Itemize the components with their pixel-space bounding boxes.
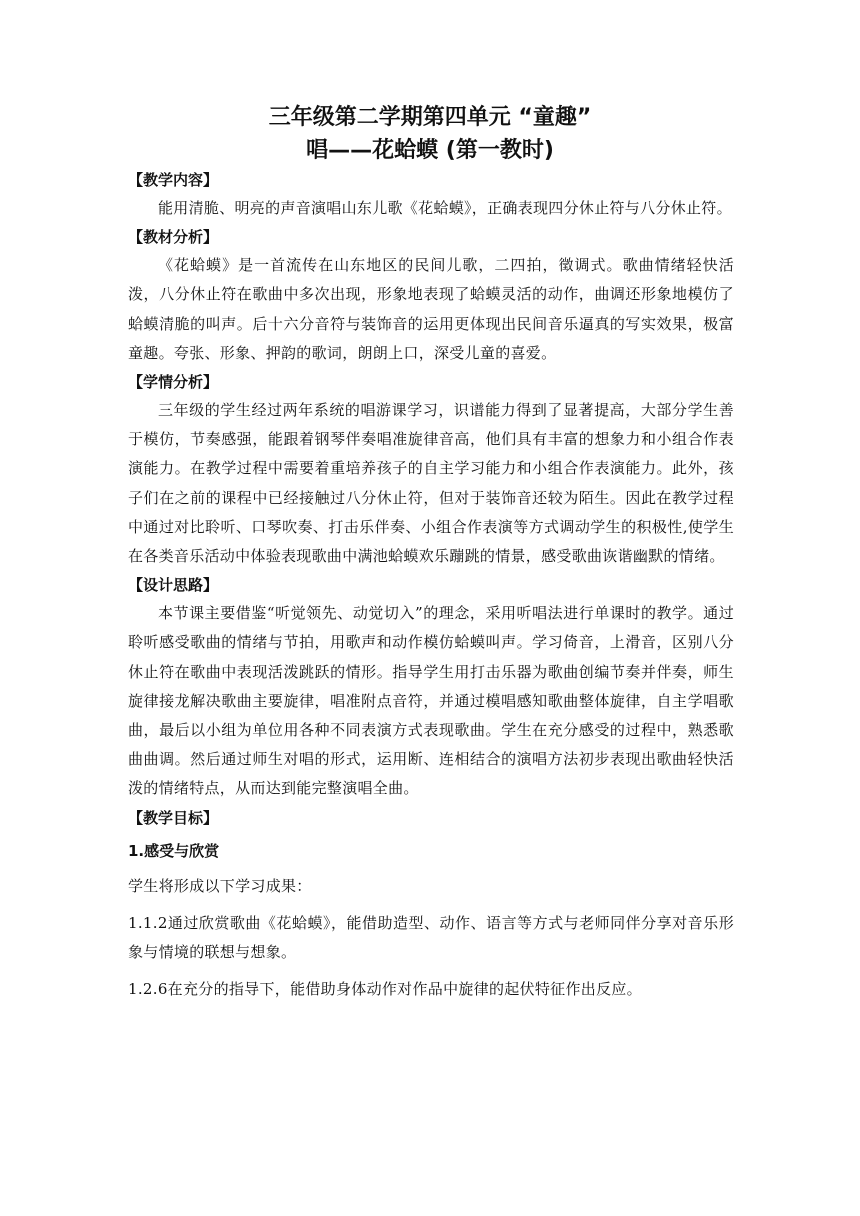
- section-heading-material: 【教材分析】: [128, 228, 219, 247]
- goal-item-2: 1.2.6在充分的指导下，能借助身体动作对作品中旋律的起伏特征作出反应。: [128, 979, 642, 998]
- section-heading-design: 【设计思路】: [128, 576, 219, 595]
- section-text-design: 本节课主要借鉴“听觉领先、动觉切入”的理念，采用听唱法进行单课时的教学。通过聆听感受歌曲的情绪与节拍，用歌声和动作模仿蛤蟆叫声。学习倚音，上滑音，区别八分休止符在歌曲中表现活泼跳跃的情形。指导学生用打击乐器为歌曲创编节奏并伴奏，师生旋律接龙解决歌曲主要旋律，唱准附点音符，并通过模唱感知歌曲整体旋律，自主学唱歌曲，最后以小组为单位用各种不同表演方式表现歌曲。学生在充分感受的过程中，熟悉歌曲曲调。然后通过师生对唱的形式，运用断、连相结合的演唱方法初步表现出歌曲轻快活泼的情绪特点，从而达到能完整演唱全曲。: [128, 604, 734, 798]
- section-heading-content: 【教学内容】: [128, 171, 219, 189]
- section-heading-students: 【学情分析】: [128, 373, 219, 392]
- goal-item-1: 1.1.2通过欣赏歌曲《花蛤蟆》，能借助造型、动作、语言等方式与老师同伴分享对音乐形象与情境的联想与想象。: [128, 913, 734, 961]
- document-body: [128, 166, 734, 1012]
- section-text-material: 《花蛤蟆》是一首流传在山东地区的民间儿歌，二四拍，徵调式。歌曲情绪轻快活泼，八分休止符在歌曲中多次出现，形象地表现了蛤蟆灵活的动作，曲调还形象地模仿了蛤蟆清脆的叫声。后十六分音符与装饰音的运用更体现出民间音乐逼真的写实效果，极富童趣。夸张、形象、押韵的歌词，朗朗上口，深受儿童的喜爱。: [128, 256, 734, 362]
- section-heading-goals: 【教学目标】: [128, 808, 219, 827]
- section-text-content: 能用清脆、明亮的声音演唱山东儿歌《花蛤蟆》，正确表现四分休止符与八分休止符。: [158, 199, 732, 217]
- section-text-students: 三年级的学生经过两年系统的唱游课学习，识谱能力得到了显著提高，大部分学生善于模仿，节奏感强，能跟着钢琴伴奏唱准旋律音高，他们具有丰富的想象力和小组合作表演能力。在教学过程中需要着重培养孩子的自主学习能力和小组合作表演能力。此外，孩子们在之前的课程中已经接触过八分休止符，但对于装饰音还较为陌生。因此在教学过程中通过对比聆听、口琴吹奏、打击乐伴奏、小组合作表演等方式调动学生的积极性,使学生在各类音乐活动中体验表现歌曲中满池蛤蟆欢乐蹦跳的情景，感受歌曲诙谐幽默的情绪。: [128, 401, 734, 566]
- document-title-line2: 唱——花蛤蟆 (第一教时): [306, 138, 554, 163]
- goal-intro: 学生将形成以下学习成果：: [128, 876, 312, 895]
- goal-subheading: 1.感受与欣赏: [128, 841, 220, 860]
- document-title-line1: 三年级第二学期第四单元 “童趣”: [268, 105, 592, 130]
